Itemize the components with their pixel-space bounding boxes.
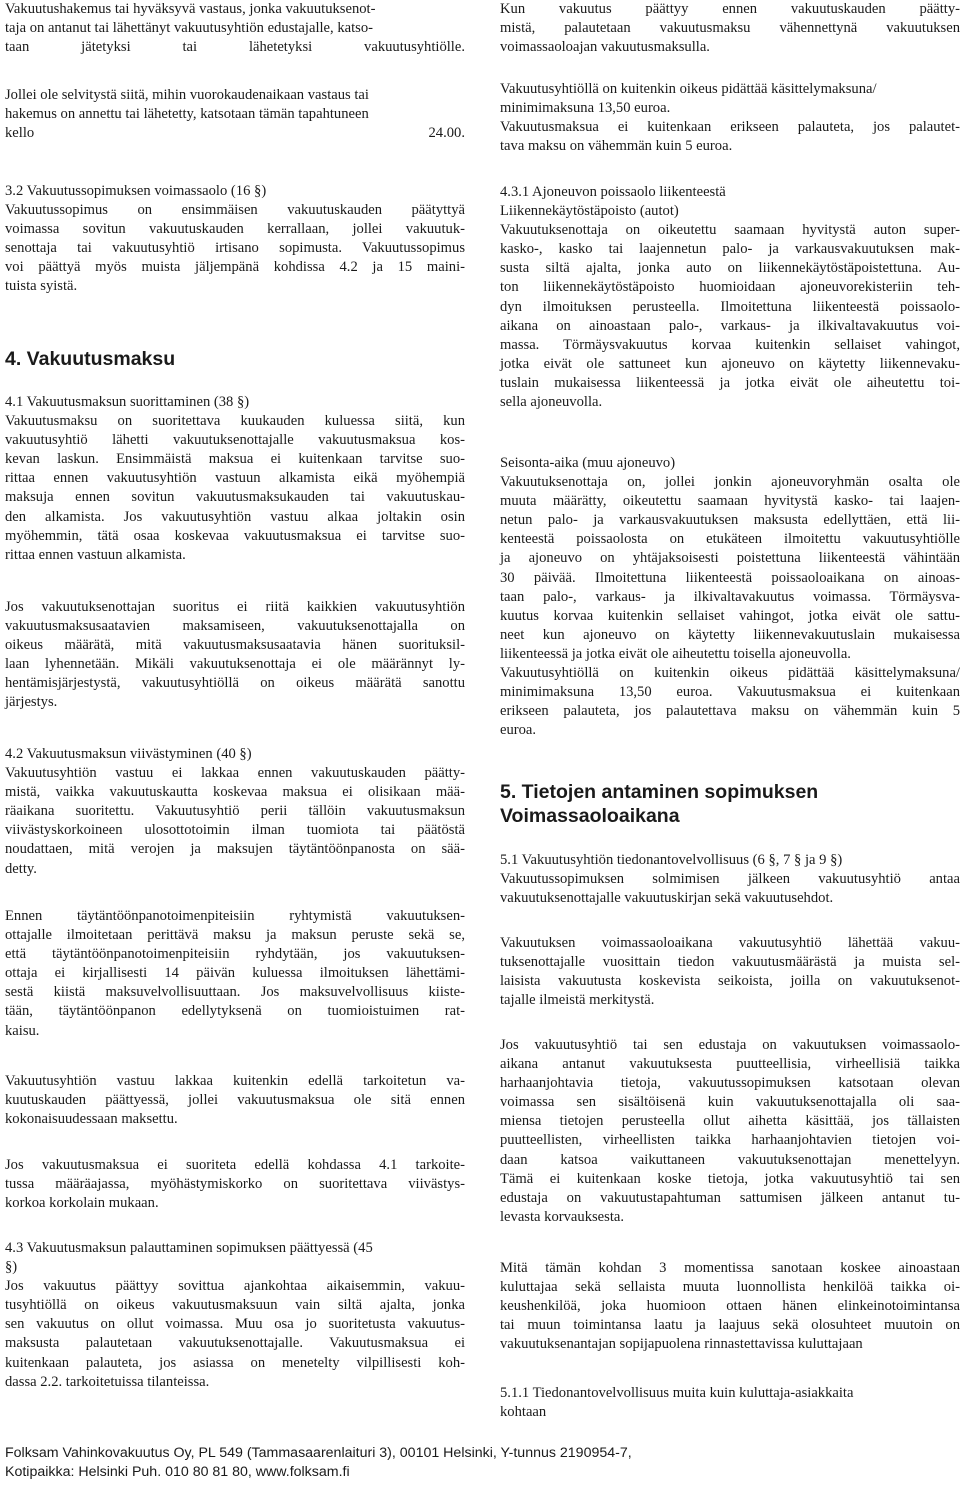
- heading-5-tietojen-antaminen: [500, 780, 960, 828]
- text-line: minimimaksuna 13,50 euroa.: [500, 100, 671, 117]
- text-line: susta siltä ajalta, jonka auto on liikennekäytöstäpoistettuna. Au-: [500, 260, 960, 277]
- text-line: 4.3.1 Ajoneuvon poissaolo liikenteestä: [500, 184, 726, 200]
- paragraph-vastuu-lakkaa: [5, 1072, 465, 1129]
- paragraph-selvitys: [5, 86, 465, 143]
- text-line: §): [5, 1259, 18, 1276]
- section-4-3: [5, 1239, 465, 1392]
- text-line: neet kun ajoneuvo on käytetty liikennevakuutuslain mukaisessa: [500, 626, 960, 643]
- text-line: kuitenkaan palauteta, jos asiassa on menetelty vilpillisesti koh-: [5, 1354, 465, 1371]
- section-5-1-1: [500, 1384, 960, 1422]
- text-line: massa. Törmäysvakuutus korvaa kuitenkin sellaiset vahingot,: [500, 336, 960, 353]
- text-line: Vakuutussopimuksen solmimisen jälkeen vakuutusyhtiö antaa: [500, 871, 960, 888]
- text-line: taan palo-, varkaus- ja ilkivaltavakuutus voimassa. Törmäysva-: [500, 588, 960, 605]
- text-line: netun palo- ja varkausvakuutuksen maksusta edellyttäen, että lii-: [500, 512, 960, 529]
- text-line: voi päättyä myös muista jäljempänä kohdissa 4.2 ja 15 maini-: [5, 259, 465, 276]
- text-line: tajalle ilmeistä merkitystä.: [500, 992, 655, 1009]
- paragraph-edustaja: [500, 1036, 960, 1227]
- section-4-1: [5, 393, 465, 565]
- text-line: 4.1 Vakuutusmaksun suorittaminen (38 §): [5, 394, 250, 410]
- text-line: taja on antanut tai lähettänyt vakuutusyhtiön edustajalle, katso-: [5, 20, 373, 37]
- text-line: tuslain mukaisessa liikenteessä ja jotka eivät ole aiheutettu toi-: [500, 374, 960, 391]
- text-line: Vakuutushakemus tai hyväksyvä vastaus, jonka vakuutuksenot-: [5, 1, 376, 17]
- text-line: sella ajoneuvolla.: [500, 394, 603, 411]
- text-line: Seisonta-aika (muu ajoneuvo): [500, 455, 676, 471]
- text-line: vakuutuksenottajalle vakuutuskirjan sekä vakuutusehdot.: [500, 890, 834, 907]
- text-line: tussa määräajassa, myöhästymiskorko on suoritettava viivästys-: [5, 1176, 465, 1193]
- text-line: Vakuutussopimus on ensimmäisen vakuutuskauden päätyttyä: [5, 202, 465, 219]
- page-footer: [5, 1444, 632, 1481]
- text-line: kohtaan: [500, 1404, 547, 1421]
- footer-line: Folksam Vahinkovakuutus Oy, PL 549 (Tammasaarenlaituri 3), 00101 Helsinki, Y-tunnus 2190954-7,: [5, 1445, 632, 1461]
- text-line: daan katsoa vaikuttaneen vakuutuksenottajan menettelyyn.: [500, 1151, 960, 1168]
- text-line: tusyhtiöllä on oikeus vakuutusmaksuun vain siltä ajalta, jonka: [5, 1297, 465, 1314]
- text-line: tai muun toimintansa laatu ja laajuus sekä olosuhteet muutoin on: [500, 1317, 960, 1334]
- text-line: tuista syistä.: [5, 278, 78, 295]
- text-line: ottaja ei kirjallisesti 14 päivän kuluessa ilmoituksen lähettämi-: [5, 965, 465, 982]
- text-line: sen vakuutus on ollut voimassa. Muu osa jo suoritetusta vakuutus-: [5, 1316, 465, 1333]
- paragraph-kasittely: [500, 80, 960, 156]
- text-line: Jos vakuutusyhtiö tai sen edustaja on vakuutuksen voimassaolo-: [500, 1037, 960, 1053]
- text-line: detty.: [5, 860, 37, 877]
- text-line: aikana on ainoastaan palo-, varkaus- ja ilkivaltavakuutus voi-: [500, 317, 960, 334]
- text-line: dyn ilmoituksen perusteella. Ilmoitettuna liikenteestä poissaolo-: [500, 298, 960, 315]
- text-line: Ennen täytäntöönpanotoimenpiteisiin ryhtymistä vakuutuksen-: [5, 908, 465, 924]
- text-line: viivästyskorkoineen ulosottotoimin ilman tuomiota tai päätöstä: [5, 822, 465, 839]
- text-line: vakuutusmaksusaatavien maksamiseen, vakuutuksenottajalla on: [5, 618, 465, 635]
- text-line: dassa 2.2. tarkoitetuissa tilanteissa.: [5, 1373, 210, 1390]
- text-line: den alkamista. Jos vakuutusyhtiön vastuu alkaa joltakin osin: [5, 508, 465, 525]
- heading-4-vakuutusmaksu: 4. Vakuutusmaksu: [5, 348, 176, 370]
- text-line: Liikennekäytöstäpoisto (autot): [500, 203, 679, 220]
- paragraph-seisonta: [500, 454, 960, 740]
- text-line: maksusta palautetaan vakuutuksenottajalle. Vakuutusmaksua ei: [5, 1335, 465, 1352]
- text-line: 4.2 Vakuutusmaksun viivästyminen (40 §): [5, 746, 252, 762]
- text-line: harhaanjohtavia tietoja, vakuutussopimuksen katsotaan olevan: [500, 1075, 960, 1092]
- text-line: Vakuutusyhtiöllä on kuitenkin oikeus pidättää käsittelymaksuna/: [500, 81, 877, 97]
- text-line: Jos vakuutuksenottajan suoritus ei riitä kaikkien vakuutusyhtiön: [5, 599, 465, 615]
- section-5-1: [500, 851, 960, 908]
- text-line: noudattaen, mitä verojen ja maksujen täytäntöönpanosta on sää-: [5, 841, 465, 858]
- text-line: 4.3 Vakuutusmaksun palauttaminen sopimuksen päättyessä (45: [5, 1240, 373, 1256]
- paragraph-taytanto: [5, 907, 465, 1041]
- text-line: Jos vakuutusmaksua ei suoriteta edellä kohdassa 4.1 tarkoite-: [5, 1157, 465, 1173]
- text-line: räaikana suoritettu. Vakuutusyhtiö perii tällöin vakuutusmaksun: [5, 803, 465, 820]
- text-line: 5.1 Vakuutusyhtiön tiedonantovelvollisuus (6 §, 7 § ja 9 §): [500, 852, 843, 868]
- text-line: Vakuutusyhtiöllä on kuitenkin oikeus pidättää käsittelymaksuna/: [500, 665, 960, 682]
- text-line: rittaa ennen vastuun alkamista.: [5, 546, 186, 563]
- text-line: aikana antanut vakuutuksesta puutteellisia, virheellisiä taikka: [500, 1056, 960, 1073]
- text-line: kuluttajaa sekä sellaista muuta luonnollista henkilöä taikka oi-: [500, 1279, 960, 1296]
- text-line: laisista vakuutusta koskevista seikoista, joilla on vakuutuksenot-: [500, 973, 960, 990]
- text-line: voimassa sen sisältöisenä kuin vakuutuksenottajalla oli saa-: [500, 1094, 960, 1111]
- paragraph-voimassaolo: [500, 934, 960, 1010]
- text-line: kuutuskauden päättyessä, jollei vakuutusmaksua ole sitä ennen: [5, 1092, 465, 1109]
- text-line: ton liikennekäytöstäpoisto huomioidaan ajoneuvorekisteriin teh-: [500, 279, 960, 296]
- text-line: hakemus on annettu tai lähetetty, katsotaan tämän tapahtuneen: [5, 106, 369, 123]
- text-line: mistä, palautetaan vakuutusmaksu vähennettynä vakuutuksen: [500, 20, 960, 37]
- text-line: kaisu.: [5, 1022, 40, 1039]
- text-line: 5.1.1 Tiedonantovelvollisuus muita kuin kuluttaja-asiakkaita: [500, 1385, 854, 1401]
- text-line: kevan laskun. Ensimmäistä maksua ei kuitenkaan tarvitse suo-: [5, 451, 465, 468]
- text-line: erikseen palauteta, jos palautettava maksu on vähemmän kuin 5: [500, 703, 960, 720]
- text-line: edustaja on vakuutustapahtuman sattumisen jälkeen antanut tu-: [500, 1189, 960, 1206]
- text-line: Vakuutusyhtiön vastuu lakkaa kuitenkin edellä tarkoitetun va-: [5, 1073, 465, 1089]
- paragraph-suoritus: [5, 598, 465, 713]
- text-line: miensa tietojen perusteella ollut aihetta käsittää, jos tällaisten: [500, 1113, 960, 1130]
- text-line: liikenteessä ja jotka eivät ole aiheutettu toisella ajoneuvolla.: [500, 645, 851, 662]
- text-line: voimassaoloajan vakuutusmaksulla.: [500, 39, 710, 56]
- text-line: kasko-, kasko tai laajennetun palo- ja varkausvakuutuksen mak-: [500, 241, 960, 258]
- text-line: Vakuutusyhtiön vastuu ei lakkaa ennen vakuutuskauden päätty-: [5, 765, 465, 782]
- text-line: että täytäntöönpanotoimenpiteisiin ryhdytään, jos vakuutuksen-: [5, 946, 465, 963]
- text-line: vakuutuksenantajan sopijapuolena rinnastettavissa kuluttajaan: [500, 1336, 863, 1353]
- text-line: keushenkilöä, joka huomioon ottaen hänen elinkeinotoimintansa: [500, 1298, 960, 1315]
- text-line: Vakuutusmaksua ei kuitenkaan erikseen palauteta, jos palautet-: [500, 119, 960, 136]
- text-line: muuta määrätty, oikeutettu saamaan hyvitystä kasko- tai laajen-: [500, 493, 960, 510]
- text-line: euroa.: [500, 722, 537, 739]
- section-3-2: [5, 182, 465, 297]
- text-line: Jollei ole selvitystä siitä, mihin vuorokaudenaikaan vastaus tai: [5, 87, 369, 103]
- paragraph-palautus: [500, 0, 960, 57]
- text-line: Vakuutuksenottaja on, jollei jonkin ajoneuvoryhmän osalta ole: [500, 474, 960, 491]
- text-line: tuksenottajalle vuosittain tiedon vakuutusmäärästä ja muista sel-: [500, 954, 960, 971]
- paragraph-intro: [5, 0, 465, 57]
- text-line: 5. Tietojen antaminen sopimuksen: [500, 781, 819, 803]
- text-line: tään, täytäntöönpanon edellytyksenä on tuomioistuimen rat-: [5, 1003, 465, 1020]
- text-line: Vakuutuksenottaja on oikeutettu saamaan hyvitystä auton super-: [500, 222, 960, 239]
- text-line: korkoa korkolain mukaan.: [5, 1195, 159, 1212]
- text-line: minimimaksuna 13,50 euroa. Vakuutusmaksua ei kuitenkaan: [500, 684, 960, 701]
- text-line: kello 24.00.: [5, 125, 465, 142]
- text-line: voimassa sovitun vakuutuskauden kerrallaan, jollei vakuutuk-: [5, 221, 465, 238]
- text-line: vakuutusyhtiö lähetti vakuutuksenottajalle vakuutusmaksua kos-: [5, 432, 465, 449]
- text-line: tava maksu on vähemmän kuin 5 euroa.: [500, 138, 733, 155]
- paragraph-momentissa: [500, 1259, 960, 1354]
- text-line: laan lyhennetään. Mikäli vakuutuksenottaja ei ole määrännyt ly-: [5, 656, 465, 673]
- text-line: Tämä ei kuitenkaan koske tietoja, jotka vakuutusyhtiö tai sen: [500, 1170, 960, 1187]
- paragraph-ei-suoriteta: [5, 1156, 465, 1213]
- text-line: senottaja tai vakuutusyhtiö irtisano sopimusta. Vakuutussopimus: [5, 240, 465, 257]
- text-line: Vakuutuksen voimassaoloaikana vakuutusyhtiö lähettää vakuu-: [500, 935, 960, 951]
- text-line: oikeus määrätä, mitä vakuutusmaksusaatavia hänen suorituksil-: [5, 637, 465, 654]
- text-line: mistä, vaikka vakuutuskautta koskevaa maksua ei olisikaan mää-: [5, 784, 465, 801]
- text-line: Voimassaoloaikana: [500, 805, 680, 827]
- text-line: ottajalle ilmoitetaan perittävä maksu ja maksun peruste sekä se,: [5, 927, 465, 944]
- text-line: puutteellisten, virheellisten taikka harhaanjohtavien tietojen voi-: [500, 1132, 960, 1149]
- text-line: 3.2 Vakuutussopimuksen voimassaolo (16 §): [5, 183, 267, 199]
- text-line: järjestys.: [5, 694, 58, 711]
- section-4-2: [5, 745, 465, 879]
- text-line: hentämisjärjestystä, vakuutusyhtiöllä on oikeus määrätä sanottu: [5, 675, 465, 692]
- text-line: maksuja ennen sovitun vakuutusmaksukauden tai vakuutuskau-: [5, 489, 465, 506]
- text-line: Vakuutusmaksu on suoritettava kuukauden kuluessa siitä, kun: [5, 413, 465, 430]
- text-line: taan jätetyksi tai lähetetyksi vakuutusyhtiölle.: [5, 39, 465, 56]
- section-4-3-1: [500, 183, 960, 412]
- footer-line: Kotipaikka: Helsinki Puh. 010 80 81 80, www.folksam.fi: [5, 1463, 350, 1480]
- text-line: myöhemmin, tätä osaa koskevaa vakuutusmaksua ei tarvitse suo-: [5, 527, 465, 544]
- text-line: kenteestä poissaolosta on etukäteen ilmoitettu vakuutusyhtiölle: [500, 531, 960, 548]
- text-line: sestä kiistä maksuvelvollisuuttaan. Jos maksuvelvollisuus kiiste-: [5, 984, 465, 1001]
- text-line: Mitä tämän kohdan 3 momentissa sanotaan koskee ainoastaan: [500, 1260, 960, 1276]
- text-line: ja ajoneuvo on yhtäjaksoisesti poistettuna liikenteestä vähintään: [500, 550, 960, 567]
- text-line: Kun vakuutus päättyy ennen vakuutuskauden päätty-: [500, 1, 960, 17]
- text-line: rittaa ennen vakuutusyhtiön vastuun alkamista eikä myöhempiä: [5, 470, 465, 487]
- text-line: kuutus korvaa kuitenkin sellaiset vahingot, jotka eivät ole sattu-: [500, 607, 960, 624]
- text-line: jotka eivät ole sattuneet kun ajoneuvo on käytetty liikennevaku-: [500, 355, 960, 372]
- text-line: 30 päivää. Ilmoitettuna liikenteestä poissaoloaikana on ainoas-: [500, 569, 960, 586]
- text-line: Jos vakuutus päättyy sovittua ajankohtaa aikaisemmin, vakuu-: [5, 1278, 465, 1295]
- text-line: levasta korvauksesta.: [500, 1208, 625, 1225]
- text-line: kokonaisuudessaan maksettu.: [5, 1111, 178, 1128]
